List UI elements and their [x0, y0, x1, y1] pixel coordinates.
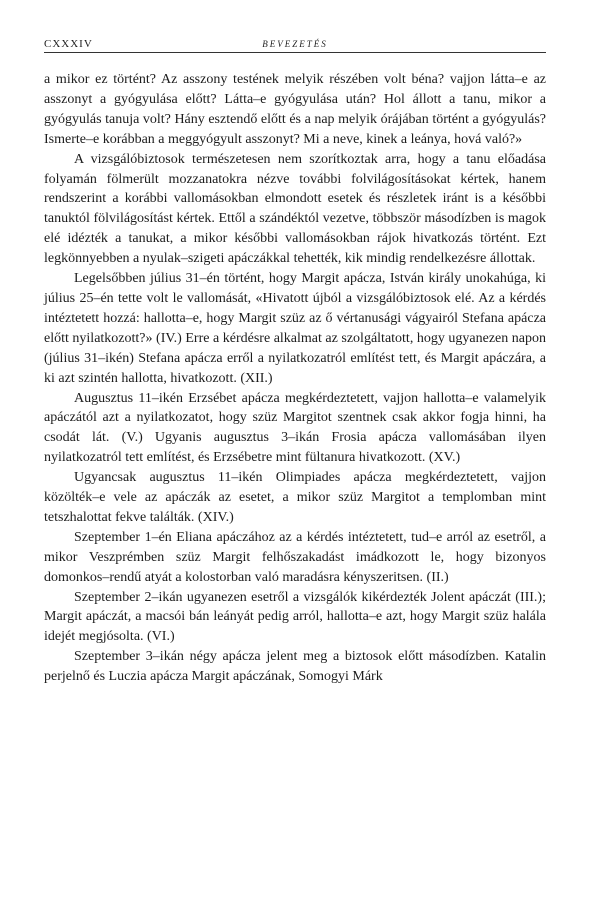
body-text: [44, 70, 546, 687]
header-rule: [44, 52, 546, 53]
running-title: BEVEZETÉS: [262, 39, 328, 49]
paragraph: Szeptember 1–én Eliana apáczához az a kérdés intéztetett, tud–e arról az esetről, a mikor Veszprémben szüz Margit felhőszakadást imádkozott le, hogy bizonyos domonkos–rendű atyát a kolostorban való maradásra kényszeritsen. (II.): [44, 529, 546, 585]
page-header: [44, 36, 546, 56]
page-number: CXXXIV: [44, 38, 93, 50]
paragraph: Legelsőbben július 31–én történt, hogy Margit apácza, István király unokahúga, ki július 25–én tette volt le vallomását, «Hivatott újból a vizsgálóbiztosok elé. Az a kérdés intéztetett hozzá: hallotta–e, hogy Margit szüz az ő vértanusági vágyairól Stefana apácza előtt nyilatkozott?» (IV.) Erre a kérdésre alkalmat az szolgáltatott, hogy ugyanezen napon (július 31–ikén) Stefana apácza erről a nyilatkozatról említést tett, és Margit apáczára, a ki azt szintén hallotta, hivatkozott. (XII.): [44, 271, 546, 386]
paragraph: Szeptember 3–ikán négy apácza jelent meg a biztosok előtt másodízben. Katalin perjelnő és Luczia apácza Margit apáczának, Somogyi Márk: [44, 649, 546, 685]
paragraph: Ugyancsak augusztus 11–ikén Olimpiades apácza megkérdeztetett, vajjon közölték–e vele az apáczák az esetet, a mikor szüz Margitot a templomban mint tetszhalottat fekve találták. (XIV.): [44, 470, 546, 525]
paragraph-continued: a mikor ez történt? Az asszony testének melyik részében volt béna? vajjon látta–e az asszonyt a gyógyulása előtt? Látta–e gyógyulása után? Hol állott a tanu, mikor a gyógyulás tanuja volt? Hány esztendő előtt és a nap melyik órájában történt a gyógyulás? Ismerte–e korábban a meggyógyult asszonyt? Mi a neve, kinek a leánya, hová való?»: [44, 72, 546, 147]
paragraph: Augusztus 11–ikén Erzsébet apácza megkérdeztetett, vajjon hallotta–e valamelyik apáczától azt a nyilatkozatot, hogy szüz Margitot szentnek csak akkor fogja hinni, ha csodát lát. (V.) Ugyanis augusztus 3–ikán Frosia apácza vallomásában ilyen nyilatkozatról tett említést, és Erzsébetre mint fültanura hivatkozott. (XV.): [44, 390, 546, 466]
paragraph: A vizsgálóbiztosok természetesen nem szorítkoztak arra, hogy a tanu előadása folyamán fölmerült mozzanatokra nézve további folvilágosításokat kértek, hanem rendszerint a korábbi vallomásokban elmondott esetek és részletek iránt is a későbbi tanuktól fölvilágosítást kértek. Ettől a szándéktól vezetve, többször másodízben is magok elé idézték a tanukat, a mikor későbbi vallomásokban rájok hivatkozás történt. Ezt legkönnyebben a nyulak–szigeti apáczákkal tehették, kik mindig rendelkezésre állottak.: [44, 151, 546, 267]
paragraph: Szeptember 2–ikán ugyanezen esetről a vizsgálók kikérdezték Jolent apáczát (III.); Margit apáczát, a macsói bán leányát pedig arról, hallotta–e azt, hogy Margit szüz halála idejét megjósolta. (VI.): [44, 589, 546, 645]
